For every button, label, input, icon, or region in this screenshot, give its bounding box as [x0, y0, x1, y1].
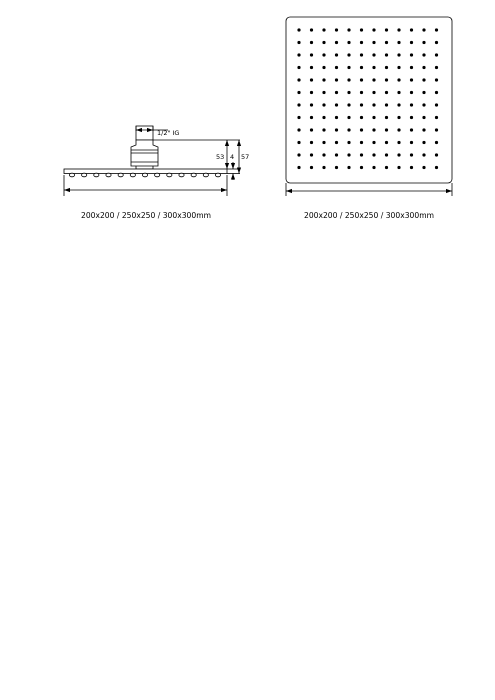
nozzle-dot	[422, 141, 425, 144]
nozzle-dot	[310, 116, 313, 119]
nozzle-dot	[397, 103, 400, 106]
nozzle-dot	[410, 128, 413, 131]
nozzle-dot	[397, 28, 400, 31]
nozzle-dot	[335, 128, 338, 131]
nozzle-dot	[335, 91, 338, 94]
nozzle-dot	[297, 28, 300, 31]
nozzle-dot	[422, 153, 425, 156]
nozzle-dot	[335, 153, 338, 156]
nozzle-dot	[360, 78, 363, 81]
dim-4-label: 4	[230, 153, 235, 161]
nozzle-dot	[297, 66, 300, 69]
nozzle-dot	[385, 66, 388, 69]
side-nozzle	[106, 173, 111, 177]
nozzle-dot	[422, 91, 425, 94]
nozzle-dot	[422, 66, 425, 69]
dim-53-label: 53	[216, 153, 225, 161]
nozzle-dot	[410, 53, 413, 56]
thread-label: 1/2" IG	[157, 129, 180, 137]
nozzle-dot	[297, 41, 300, 44]
nozzle-dot	[310, 166, 313, 169]
nozzle-dot	[347, 66, 350, 69]
nozzle-dot	[360, 41, 363, 44]
nozzle-dot	[385, 91, 388, 94]
nozzle-dot	[322, 128, 325, 131]
nozzle-dot	[385, 153, 388, 156]
nozzle-dot	[372, 141, 375, 144]
nozzle-dot	[397, 166, 400, 169]
nozzle-dot	[347, 53, 350, 56]
nozzle-dot	[310, 66, 313, 69]
nozzle-dot	[372, 78, 375, 81]
nozzle-dot	[397, 128, 400, 131]
connector-thread	[136, 126, 153, 140]
nozzle-dot	[372, 166, 375, 169]
nozzle-dot	[347, 141, 350, 144]
nozzle-dot	[422, 78, 425, 81]
nozzle-dot	[372, 103, 375, 106]
nozzle-dot	[372, 53, 375, 56]
nozzle-dot	[397, 66, 400, 69]
nozzle-dot	[385, 116, 388, 119]
nozzle-dot	[335, 116, 338, 119]
nozzle-dot	[397, 116, 400, 119]
nozzle-dot	[435, 66, 438, 69]
nozzle-dot	[397, 141, 400, 144]
nozzle-dot	[410, 41, 413, 44]
nozzle-dot	[422, 166, 425, 169]
nozzle-dot	[347, 28, 350, 31]
nozzle-dot	[310, 28, 313, 31]
side-nozzle	[118, 173, 123, 177]
nozzle-dot	[435, 78, 438, 81]
nozzle-dot	[322, 141, 325, 144]
nozzle-dot	[335, 41, 338, 44]
side-nozzle	[215, 173, 220, 177]
nozzle-dot	[335, 28, 338, 31]
nozzle-dot	[385, 78, 388, 81]
side-nozzle	[155, 173, 160, 177]
nozzle-dot	[360, 53, 363, 56]
nozzle-dot	[322, 53, 325, 56]
top-view-caption: 200x200 / 250x250 / 300x300mm	[303, 211, 435, 220]
nozzle-dot	[385, 166, 388, 169]
side-nozzle	[179, 173, 184, 177]
nozzle-dot	[360, 66, 363, 69]
nozzle-dot	[310, 103, 313, 106]
nozzle-dot	[372, 91, 375, 94]
nozzle-dot	[372, 128, 375, 131]
nozzle-dot	[372, 116, 375, 119]
nozzle-dot	[360, 153, 363, 156]
dim-57-label: 57	[241, 153, 250, 161]
nozzle-dot	[297, 116, 300, 119]
nozzle-dot	[335, 78, 338, 81]
nozzle-dot	[372, 153, 375, 156]
nozzle-dot	[435, 166, 438, 169]
nozzle-dot	[422, 41, 425, 44]
nozzle-dot	[335, 103, 338, 106]
nozzle-dot	[297, 91, 300, 94]
nozzle-dot	[410, 91, 413, 94]
nozzle-dot	[297, 166, 300, 169]
side-nozzle	[82, 173, 87, 177]
nozzle-dot	[410, 66, 413, 69]
nozzle-dot	[435, 41, 438, 44]
side-nozzle	[94, 173, 99, 177]
nozzle-dot	[360, 128, 363, 131]
nozzle-dot	[347, 41, 350, 44]
nozzle-dot	[410, 116, 413, 119]
nozzle-dot	[410, 28, 413, 31]
nozzle-dot	[360, 103, 363, 106]
nozzle-dot	[397, 91, 400, 94]
nozzle-dot	[410, 78, 413, 81]
nozzle-dot	[422, 53, 425, 56]
nozzle-dot	[385, 53, 388, 56]
nozzle-dot	[410, 103, 413, 106]
nozzle-dot	[435, 91, 438, 94]
nozzle-dot	[322, 66, 325, 69]
nozzle-dot	[335, 166, 338, 169]
nozzle-dot	[310, 78, 313, 81]
nozzle-dot	[297, 153, 300, 156]
nozzle-dot	[297, 78, 300, 81]
nozzle-dot	[360, 141, 363, 144]
side-nozzle	[203, 173, 208, 177]
nozzle-dot	[397, 41, 400, 44]
side-nozzle	[130, 173, 135, 177]
nozzle-dot	[347, 78, 350, 81]
nozzle-dot	[322, 103, 325, 106]
nozzle-dot	[422, 103, 425, 106]
nozzle-dot	[435, 103, 438, 106]
side-nozzle	[191, 173, 196, 177]
nozzle-dot	[347, 116, 350, 119]
nozzle-dot	[372, 66, 375, 69]
nozzle-dot	[347, 103, 350, 106]
nozzle-dot	[297, 128, 300, 131]
nozzle-dot	[310, 128, 313, 131]
nozzle-dot	[310, 141, 313, 144]
nozzle-dot	[435, 116, 438, 119]
nozzle-dot	[297, 53, 300, 56]
nozzle-dot	[435, 28, 438, 31]
nozzle-dot	[385, 28, 388, 31]
nozzle-dot	[397, 53, 400, 56]
nozzle-dot	[385, 103, 388, 106]
nozzle-dot	[422, 128, 425, 131]
nozzle-dot	[360, 116, 363, 119]
nozzle-dot	[322, 116, 325, 119]
side-view	[64, 126, 240, 196]
nozzle-dot	[360, 166, 363, 169]
nozzle-dot	[360, 28, 363, 31]
nozzle-dot	[422, 116, 425, 119]
nozzle-dot	[322, 91, 325, 94]
nozzle-dot	[322, 28, 325, 31]
side-view-caption: 200x200 / 250x250 / 300x300mm	[80, 211, 212, 220]
side-nozzle	[167, 173, 172, 177]
nozzle-dot	[397, 153, 400, 156]
nozzle-dot	[372, 41, 375, 44]
nozzle-dot	[385, 41, 388, 44]
nozzle-dot	[347, 166, 350, 169]
nozzle-dot	[410, 153, 413, 156]
nozzle-dot	[360, 91, 363, 94]
nozzle-dot	[322, 166, 325, 169]
nozzle-dot	[322, 41, 325, 44]
nozzle-dot	[435, 141, 438, 144]
nozzle-dot	[372, 28, 375, 31]
nozzle-dot	[410, 141, 413, 144]
nozzle-dot	[385, 128, 388, 131]
top-view	[286, 17, 452, 196]
nozzle-dot	[297, 103, 300, 106]
nozzle-dot	[385, 141, 388, 144]
nozzle-dot	[335, 53, 338, 56]
nozzle-dot	[310, 41, 313, 44]
nozzle-dot	[347, 91, 350, 94]
nozzle-dot	[347, 153, 350, 156]
nozzle-dot	[435, 53, 438, 56]
nozzle-dot	[397, 78, 400, 81]
side-nozzle	[69, 173, 74, 177]
nozzle-dot	[410, 166, 413, 169]
side-nozzle	[142, 173, 147, 177]
nozzle-dot	[422, 28, 425, 31]
nozzle-dot	[310, 53, 313, 56]
nozzle-dot	[297, 141, 300, 144]
nozzle-dot	[335, 66, 338, 69]
nozzle-dot	[310, 153, 313, 156]
nozzle-dot	[322, 153, 325, 156]
nozzle-dot	[435, 128, 438, 131]
nozzle-dot	[310, 91, 313, 94]
nozzle-dot	[322, 78, 325, 81]
nozzle-dot	[347, 128, 350, 131]
nozzle-dot	[335, 141, 338, 144]
nozzle-dot	[435, 153, 438, 156]
